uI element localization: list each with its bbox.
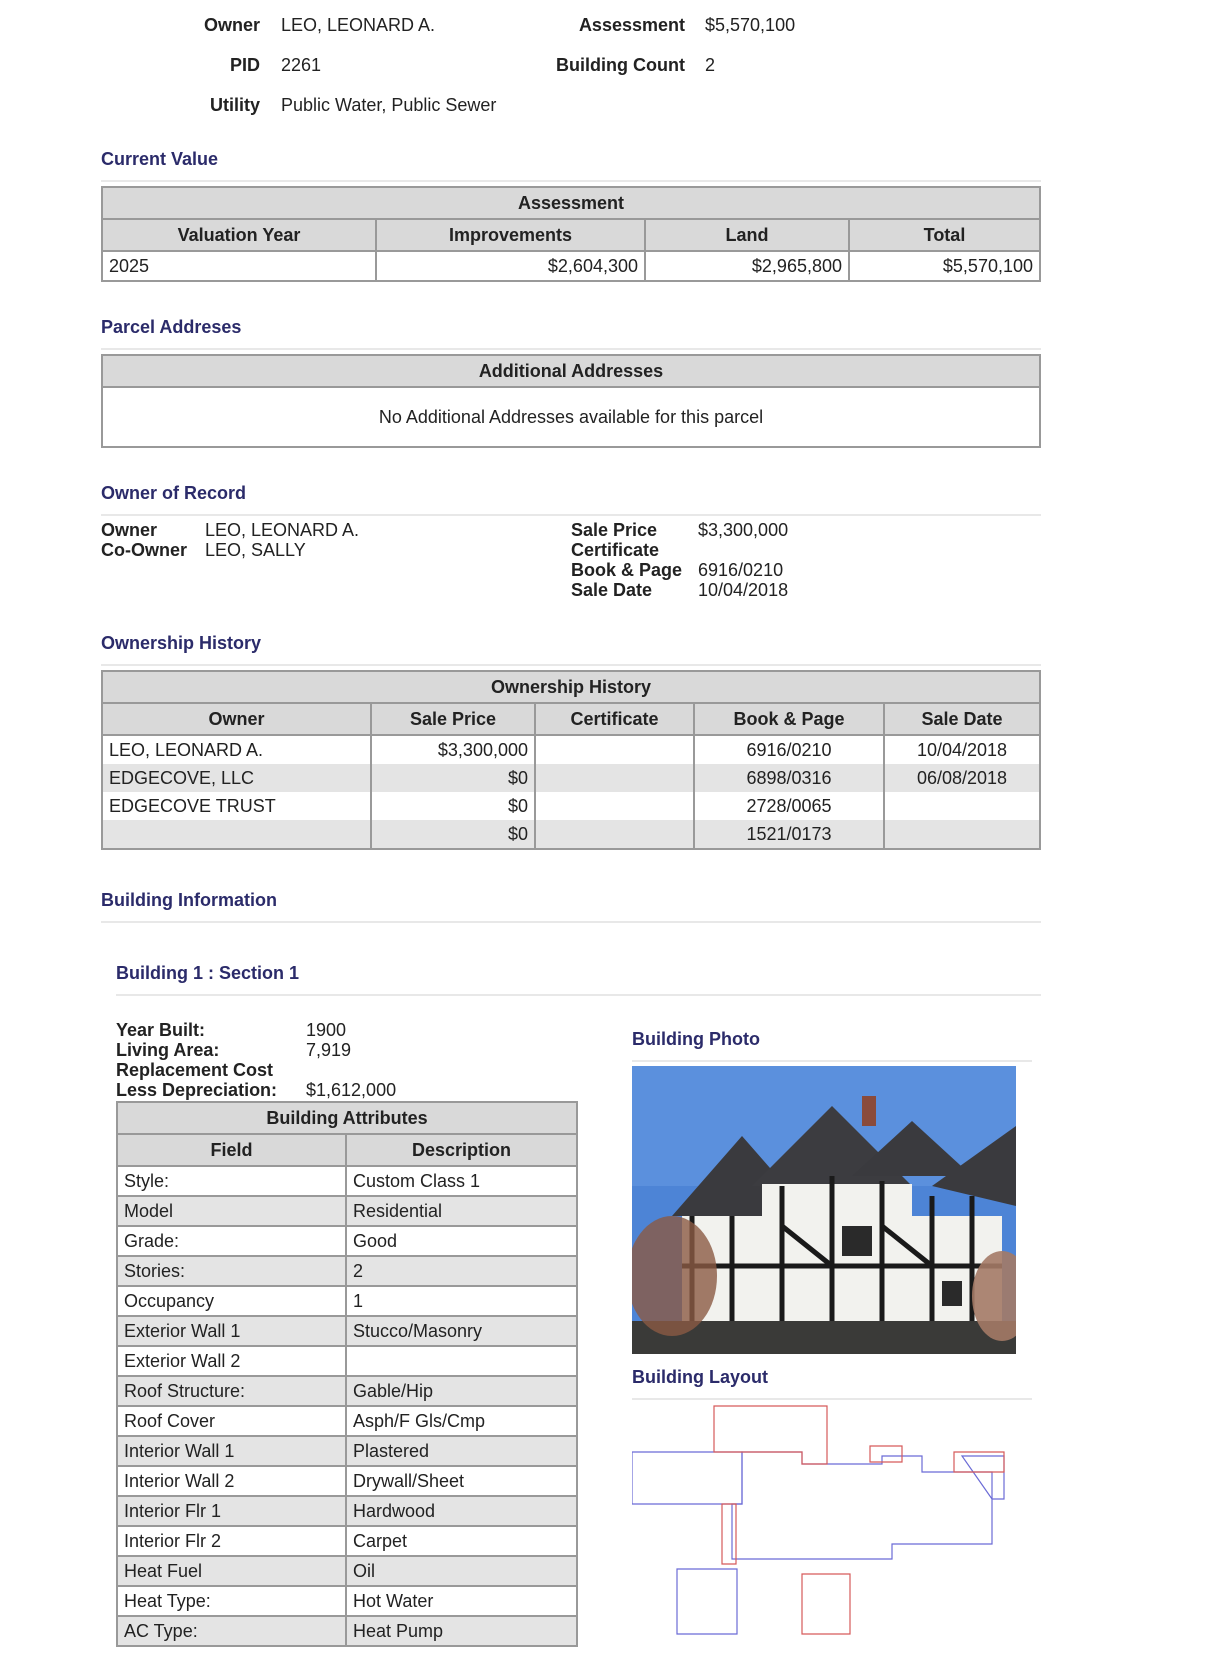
year-built-label: Year Built: — [116, 1020, 206, 1040]
history-date-header: Sale Date — [884, 703, 1040, 735]
table-row — [102, 820, 1040, 849]
attribute-description: Asph/F Gls/Cmp — [346, 1406, 577, 1436]
attribute-description: Plastered — [346, 1436, 577, 1466]
pid-value: 2261 — [281, 55, 322, 75]
building-photo-title: Building Photo — [632, 1029, 1032, 1062]
table-row — [117, 1286, 577, 1316]
book-page-label: Book & Page — [571, 560, 683, 580]
land-cell: $2,965,800 — [645, 251, 849, 281]
history-date-cell — [884, 792, 1040, 820]
sale-date-value: 10/04/2018 — [698, 580, 789, 600]
attribute-field: Grade: — [117, 1226, 346, 1256]
table-row — [117, 1556, 577, 1586]
certificate-label: Certificate — [571, 540, 660, 560]
attribute-description: Residential — [346, 1196, 577, 1226]
building-information-title: Building Information — [101, 890, 1041, 923]
table-row — [117, 1166, 577, 1196]
assessment-label: Assessment — [578, 15, 685, 35]
history-owner-cell: EDGECOVE TRUST — [102, 792, 371, 820]
table-row — [117, 1586, 577, 1616]
attribute-field: Style: — [117, 1166, 346, 1196]
total-cell: $5,570,100 — [849, 251, 1040, 281]
history-certificate-header: Certificate — [535, 703, 694, 735]
attribute-description: Heat Pump — [346, 1616, 577, 1646]
attribute-description: Carpet — [346, 1526, 577, 1556]
history-price-cell: $0 — [371, 820, 535, 849]
owner-label: Owner — [203, 15, 260, 35]
attribute-field: Occupancy — [117, 1286, 346, 1316]
sale-price-value: $3,300,000 — [698, 520, 789, 540]
history-owner-header: Owner — [102, 703, 371, 735]
parcel-addresses-table — [101, 354, 1041, 448]
land-header: Land — [645, 219, 849, 251]
history-date-cell: 10/04/2018 — [884, 735, 1040, 764]
sale-values — [698, 520, 788, 600]
history-owner-cell: LEO, LEONARD A. — [102, 735, 371, 764]
history-book-cell: 1521/0173 — [694, 820, 884, 849]
table-row — [117, 1256, 577, 1286]
attribute-field: Stories: — [117, 1256, 346, 1286]
owner-record-values — [205, 520, 359, 560]
utility-value: Public Water, Public Sewer — [281, 95, 497, 115]
living-area-label: Living Area: — [116, 1040, 220, 1060]
attribute-field: Interior Wall 2 — [117, 1466, 346, 1496]
table-row — [102, 251, 1040, 281]
attribute-field: Heat Fuel — [117, 1556, 346, 1586]
attribute-description: 2 — [346, 1256, 577, 1286]
table-row — [117, 1316, 577, 1346]
replacement-cost-value: $1,612,000 — [306, 1080, 397, 1100]
living-area-value: 7,919 — [306, 1040, 352, 1060]
building-count-label: Building Count — [556, 55, 685, 75]
table-row — [117, 1346, 577, 1376]
book-page-value: 6916/0210 — [698, 560, 784, 580]
owner-of-record-title: Owner of Record — [101, 483, 1041, 516]
ownership-history-table — [101, 670, 1041, 850]
attribute-field: Interior Wall 1 — [117, 1436, 346, 1466]
building-count-value: 2 — [705, 55, 716, 75]
total-header: Total — [849, 219, 1040, 251]
assessment-value: $5,570,100 — [705, 15, 796, 35]
table-row — [117, 1436, 577, 1466]
attribute-description: Oil — [346, 1556, 577, 1586]
attribute-field: Interior Flr 2 — [117, 1526, 346, 1556]
table-row — [117, 1226, 577, 1256]
additional-addresses-header: Additional Addresses — [102, 355, 1040, 387]
history-certificate-cell — [535, 735, 694, 764]
field-header: Field — [117, 1134, 346, 1166]
attribute-field: Model — [117, 1196, 346, 1226]
building-section-title: Building 1 : Section 1 — [116, 963, 1041, 996]
attribute-description: Custom Class 1 — [346, 1166, 577, 1196]
table-row — [117, 1496, 577, 1526]
history-book-cell: 6916/0210 — [694, 735, 884, 764]
sale-labels — [571, 520, 682, 600]
table-row — [102, 735, 1040, 764]
owner-record-labels — [101, 520, 187, 560]
improvements-cell: $2,604,300 — [376, 251, 645, 281]
attribute-field: Exterior Wall 2 — [117, 1346, 346, 1376]
history-price-cell: $0 — [371, 764, 535, 792]
building-attributes-table — [116, 1101, 578, 1647]
history-book-cell: 6898/0316 — [694, 764, 884, 792]
owner-record-coowner: LEO, SALLY — [205, 540, 306, 560]
year-built-value: 1900 — [306, 1020, 347, 1040]
history-book-header: Book & Page — [694, 703, 884, 735]
building-stats-values — [306, 1020, 396, 1100]
attribute-field: Roof Cover — [117, 1406, 346, 1436]
attribute-field: Roof Structure: — [117, 1376, 346, 1406]
owner-record-owner: LEO, LEONARD A. — [205, 520, 360, 540]
replacement-cost-label: Replacement Cost — [116, 1060, 274, 1080]
history-owner-cell: EDGECOVE, LLC — [102, 764, 371, 792]
description-header: Description — [346, 1134, 577, 1166]
valuation-year-header: Valuation Year — [102, 219, 376, 251]
table-row — [117, 1406, 577, 1436]
owner-record-owner-label: Owner — [101, 520, 158, 540]
table-row — [102, 792, 1040, 820]
table-row — [117, 1466, 577, 1496]
table-row — [102, 764, 1040, 792]
attribute-description: Good — [346, 1226, 577, 1256]
attribute-description — [346, 1346, 577, 1376]
pid-label: PID — [229, 55, 260, 75]
history-price-cell: $0 — [371, 792, 535, 820]
history-certificate-cell — [535, 792, 694, 820]
less-depreciation-label: Less Depreciation: — [116, 1080, 278, 1100]
sale-price-label: Sale Price — [571, 520, 658, 540]
history-owner-cell — [102, 820, 371, 849]
table-row — [117, 1196, 577, 1226]
attribute-description: Stucco/Masonry — [346, 1316, 577, 1346]
utility-label: Utility — [209, 95, 260, 115]
attribute-description: Hardwood — [346, 1496, 577, 1526]
building-layout-sketch — [632, 1404, 1016, 1654]
building-attributes-header: Building Attributes — [117, 1102, 577, 1134]
attribute-field: Exterior Wall 1 — [117, 1316, 346, 1346]
attribute-description: 1 — [346, 1286, 577, 1316]
owner-record-coowner-label: Co-Owner — [101, 540, 188, 560]
ownership-history-title: Ownership History — [101, 633, 1041, 666]
history-certificate-cell — [535, 820, 694, 849]
table-row — [117, 1376, 577, 1406]
parcel-addresses-title: Parcel Addreses — [101, 317, 1041, 350]
history-price-cell: $3,300,000 — [371, 735, 535, 764]
sale-date-label: Sale Date — [571, 580, 653, 600]
current-value-title: Current Value — [101, 149, 1041, 182]
history-date-cell — [884, 820, 1040, 849]
history-certificate-cell — [535, 764, 694, 792]
attribute-field: AC Type: — [117, 1616, 346, 1646]
table-row — [117, 1616, 577, 1646]
assessment-group-header: Assessment — [102, 187, 1040, 219]
building-layout-title: Building Layout — [632, 1367, 1032, 1400]
building-stats-labels — [116, 1020, 277, 1100]
valuation-year-cell: 2025 — [102, 251, 376, 281]
attribute-field: Heat Type: — [117, 1586, 346, 1616]
attribute-field: Interior Flr 1 — [117, 1496, 346, 1526]
attribute-description: Hot Water — [346, 1586, 577, 1616]
building-photo — [632, 1066, 1016, 1354]
improvements-header: Improvements — [376, 219, 645, 251]
attribute-description: Drywall/Sheet — [346, 1466, 577, 1496]
attribute-description: Gable/Hip — [346, 1376, 577, 1406]
ownership-history-group-header: Ownership History — [102, 671, 1040, 703]
owner-value: LEO, LEONARD A. — [281, 15, 436, 35]
table-row — [117, 1526, 577, 1556]
no-addresses-message: No Additional Addresses available for this parcel — [102, 387, 1040, 447]
history-price-header: Sale Price — [371, 703, 535, 735]
current-value-table — [101, 186, 1041, 282]
history-date-cell: 06/08/2018 — [884, 764, 1040, 792]
history-book-cell: 2728/0065 — [694, 792, 884, 820]
